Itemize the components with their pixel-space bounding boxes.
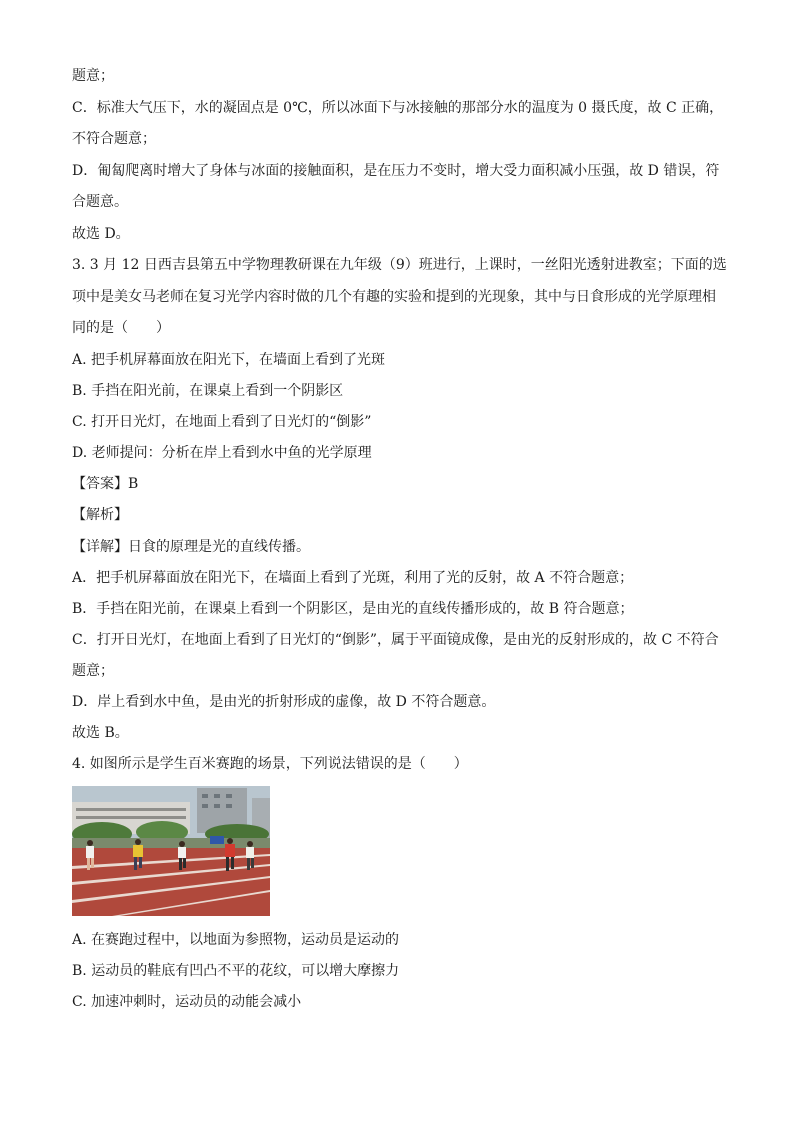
explanation-line: 故选 B。: [72, 725, 129, 741]
explanation-line: A．把手机屏幕面放在阳光下，在墙面上看到了光斑，利用了光的反射，故 A 不符合题意；: [72, 570, 634, 586]
option-c: C. 加速冲刺时，运动员的动能会减小: [72, 994, 302, 1010]
option-a: A. 把手机屏幕面放在阳光下，在墙面上看到了光斑: [72, 352, 386, 368]
explanation-line: 题意；: [72, 663, 114, 679]
text-line: D．匍匐爬离时增大了身体与冰面的接触面积，是在压力不变时，增大受力面积减小压强，故 D 错误，符: [72, 163, 720, 179]
option-b: B. 手挡在阳光前，在课桌上看到一个阴影区: [72, 383, 344, 399]
question-4-stem: 4. 如图所示是学生百米赛跑的场景，下列说法错误的是（ ）: [72, 756, 468, 772]
text-line: 合题意。: [72, 194, 128, 210]
question-3-stem: 项中是美女马老师在复习光学内容时做的几个有趣的实验和提到的光现象，其中与日食形成的光学原理相: [72, 289, 716, 305]
explanation-line: D．岸上看到水中鱼，是由光的折射形成的虚像，故 D 不符合题意。: [72, 694, 496, 710]
option-b: B. 运动员的鞋底有凹凸不平的花纹，可以增大摩擦力: [72, 963, 400, 979]
text-line: 题意；: [72, 68, 114, 84]
question-3-stem: 同的是（ ）: [72, 320, 170, 336]
option-a: A. 在赛跑过程中，以地面为参照物，运动员是运动的: [72, 932, 400, 948]
question-3-stem: 3. 3 月 12 日西吉县第五中学物理教研课在九年级（9）班进行，上课时，一丝阳光透射进教室；下面的选: [72, 257, 727, 273]
text-line: 不符合题意；: [72, 131, 156, 147]
explanation-line: 【详解】日食的原理是光的直线传播。: [72, 539, 310, 555]
text-line: 故选 D。: [72, 226, 130, 242]
text-line: C．标准大气压下，水的凝固点是 0℃，所以冰面下与冰接触的那部分水的温度为 0 摄氏度，故 C 正确，: [72, 100, 724, 116]
option-d: D. 老师提问：分析在岸上看到水中鱼的光学原理: [72, 445, 372, 461]
analysis-label: 【解析】: [72, 507, 128, 523]
explanation-line: B．手挡在阳光前，在课桌上看到一个阴影区，是由光的直线传播形成的，故 B 符合题意；: [72, 601, 634, 617]
option-c: C. 打开日光灯，在地面上看到了日光灯的“倒影”: [72, 414, 372, 430]
answer-label: 【答案】B: [72, 476, 139, 492]
race-track-photo: [72, 786, 270, 916]
explanation-line: C．打开日光灯，在地面上看到了日光灯的“倒影”，属于平面镜成像，是由光的反射形成的，故 C 不符合: [72, 632, 719, 648]
